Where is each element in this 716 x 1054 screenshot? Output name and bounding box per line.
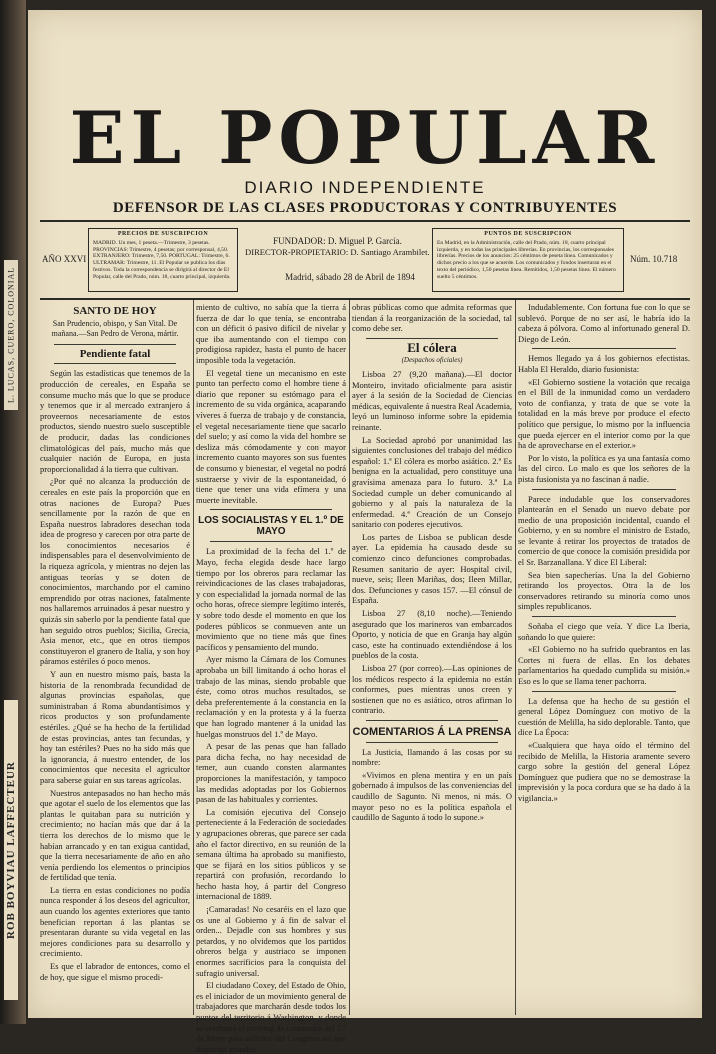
spine-label-top: L. LUCAS, CUERO, COLONIAL	[4, 260, 18, 410]
editorial-staff	[245, 236, 430, 258]
paragraph: La comisión ejecutiva del Consejo perteneciente á la Federación de sociedades y agrupaciones obreras, que parece ser cada año el factor directivo, en su reunión de la semana última ha aprobado su manifiesto, que se fijará en los sitios públicos y se repartirá con profusión, recordando lo hecho hasta hoy, á partir del Congreso internacional de 1889.	[196, 806, 346, 902]
year-label: AÑO XXVI	[42, 254, 87, 264]
paragraph: El ciudadano Coxey, del Estado de Ohio, es el iniciador de un movimiento general de trabajadores que marcharán desde todos los puntos del territorio á Washington, y donde se celebrará el meeting de camaradas del 1.º de Mayo para solicitar del Congreso así que disponga grandes	[196, 980, 346, 1054]
column-3	[352, 302, 512, 1012]
subscription-points-box	[432, 228, 624, 292]
founder-line: FUNDADOR: D. Miguel P. García.	[273, 236, 402, 246]
article-subtitle: (Despachos oficiales)	[401, 356, 463, 365]
paragraph: Parece indudable que los conservadores plantearán en el Senado un nuevo debate por medio de una proposición incidental, cuando el Gobierno, y en su nombre el ministro de Estado, se levante á retirar los proyectos de tratados de comercio de que conoce la comisión presidida por el Sr. Barzanallana. Y dice El Liberal:	[518, 493, 690, 568]
masthead-tagline: DEFENSOR DE LAS CLASES PRODUCTORAS Y CONTRIBUYENTES	[112, 200, 618, 216]
subscription-prices-box	[88, 228, 238, 292]
paragraph: El vegetal tiene un mecanismo en este punto tan perfecto como el hombre tiene á diario que reponer su estómago para el incremento de su vida orgánica, acaparando víveres á fuerza de trabajo y de constancia, el vegetal necesariamente tiene que sacarlo del suelo; y así como la vida del hombre se desliza más cómodamente y con mayor incremento cuanto mayores son sus fuentes de consumo y bienestar, el vegetal no podrá sustraerse y vivir de la espontaneidad, ó tiene que tener una vida efímera y una muerte inevitable.	[196, 367, 346, 505]
paragraph: miento de cultivo, no sabía que la tierra á fuerza de dar lo que tenía, se encontraba con un déficit ó pasivo difícil de nivelar y que iba aumentando con el tiempo con prodigiosa rapidez, hasta el punto de hacer imposible toda la vegetación.	[196, 302, 346, 365]
paragraph: Hemos llegado ya á los gobiernos efectistas. Habla El Heraldo, diario fusionista:	[518, 353, 690, 374]
paragraph: A pesar de las penas que han fallado para dicha fecha, no hay necesidad de temer, aun cuando consten alarmantes proporciones la manifestación, y tampoco las medidas adoptadas por los Gobiernos pasan de las habituales y corrientes.	[196, 741, 346, 805]
subscription-points-title: PUNTOS DE SUSCRIPCION	[484, 231, 572, 237]
director-line: DIRECTOR-PROPIETARIO: D. Santiago Arambilet.	[245, 247, 430, 257]
divider	[210, 509, 332, 510]
article-title-socialistas: LOS SOCIALISTAS Y EL 1.º DE MAYO	[198, 515, 344, 537]
paragraph: La Sociedad aprobó por unanimidad las siguientes conclusiones del trabajo del médico español: 1.ª El cólera es morbo asiático. 2.ª Es benigna en la actualidad, pero constituye una gravísima amenaza para lo futuro. 3.ª La Sociedad cumple un deber comunicando al gobierno y al país la naturaleza de la enfermedad. 4.ª Creación de un Consejo sanitario con poderes ejecutivos.	[352, 434, 512, 530]
paragraph: «El Gobierno no ha sufrido quebrantos en las Cortes ni fuera de ellas. En los debates parlamentarios ha quedado cumplida su misión.» Eso es lo que se llama tener pachorra.	[518, 644, 690, 686]
subscription-prices-title: PRECIOS DE SUSCRIPCION	[117, 231, 209, 237]
column-4	[518, 302, 690, 1012]
subscription-points-text: En Madrid, en la Administración, calle del Prado, núm. 18, cuarto principal izquierda, y en todas las principales librerías. En provincias, los corresponsales librerías. Precios de los anuncios: 25 céntimos de peseta línea. Comunicados y dichos precio a los que se acuerde. Los comunicados y fondos insertaran en el texto del periódico, 1,50 pesetas línea. Remitidos, 1,50 pesetas línea. El número suelto 5 céntimos.	[437, 239, 616, 280]
paragraph: Lisboa 27 (8,10 noche).—Teniendo asegurado que los marineros van embarcados Oporto, y noticia de que en Granja hay algún caso, este ha continuado extendiéndose á los pueblos de la costa.	[352, 608, 512, 661]
paragraph: obras públicas como que admita reformas que tiendan á la reorganización de la sociedad, tal como debe ser.	[352, 302, 512, 334]
paragraph: Es que el labrador de entonces, como el de hoy, que sigue el mismo procedi-	[40, 961, 190, 982]
newspaper-page	[28, 10, 702, 1054]
header-rule-top	[40, 220, 690, 222]
article-title-colera: El cólera	[407, 339, 457, 355]
divider	[54, 344, 176, 345]
paragraph: La defensa que ha hecho de su gestión el general López Domínguez con motivo de la cuestión de Melilla, ha sido deplorable. Tanto, que dice La Época:	[518, 695, 690, 738]
paragraph: Ayer mismo la Cámara de los Comunes aprobaba un bill limitando á ocho horas el trabajo de las minas, siendo probable que éste, como otros muchos resultados, se deba preferentemente á la constancia en la reclamación y en la protesta y á la fuerza que han logrado mantener á la unidad las huelgas monstruos del 1.º de Mayo.	[196, 654, 346, 739]
header-bar	[40, 224, 690, 296]
column-separator	[349, 300, 350, 1015]
column-1	[40, 302, 190, 1012]
paragraph: «El Gobierno sostiene la votación que recaiga en el Bill de la inmunidad como un verdadero voto de confianza, y trata de que se vote la totalidad en la más breve por produce el efecto político que persigue, lo mismo por la influencia que pueda ejercer en el interior como por la que ha de aprovecharse en el exterior.»	[518, 376, 690, 451]
paragraph: La tierra en estas condiciones no podía nunca responder á los deseos del agricultor, aun cuando los agentes exteriores que tanto benefician reportan á las plantas se presentaran durante su vida vegetal en las mejores condiciones para su desarrollo y crecimiento.	[40, 884, 190, 959]
column-2	[196, 302, 346, 1054]
divider	[366, 742, 498, 743]
paragraph: La Justicia, llamando á las cosas por su nombre:	[352, 746, 512, 768]
divider	[532, 489, 676, 490]
spine-label-bottom: ROB BOYVIAU LAFFECTEUR	[4, 700, 18, 1000]
paragraph: Según las estadísticas que tenemos de la producción de cereales, en España se consume mucho más que lo que se produce y tenemos que ir al mercado extranjero á proveernos necesariamente de estos productos, siendo nuestro suelo susceptible de producir, dadas las condiciones climatológicas del país, mucho más que cualquier nación de Europa, en justa proporcionalidad á la tierra que cultivan.	[40, 368, 190, 474]
paragraph: Lisboa 27 (por correo).—Las opiniones de los médicos respecto á la epidemia no están conformes, pues mientras unos creen y sostienen que no es asiático, otros afirman lo contrario.	[352, 663, 512, 716]
paragraph: «Vivimos en plena mentira y en un país gobernado á impulsos de las conveniencias del caudillo de Sagunto. Ni menos, ni más. O mayor peso no es la política española el caudillo de Sagunto á todo lo supone.»	[352, 769, 512, 823]
divider	[532, 616, 676, 617]
divider	[532, 691, 676, 692]
paragraph: Soñaba el ciego que veía. Y dice La Iberia, soñando lo que quiere:	[518, 621, 690, 642]
paragraph: Por lo visto, la política es ya una fantasía como las del circo. Lo malo es que los señores de la pista fusionista ya no fascinan á nadie.	[518, 452, 690, 484]
divider	[366, 720, 498, 721]
subscription-prices-text: MADRID. Un mes, 1 peseta.—Trimestre, 3 pesetas. PROVINCIAS: Trimestre, 4 pesetas; por corresponsal, 4,50. EXTRANJERO: Trimestre, 7,50. PORTUGAL: Trimestre, 6. ULTRAMAR: Trimestre, 11. El Popular se publica los días festivos. Toda la correspondencia se dirigirá al director de El Popular, calle del Prado, núm. 18, cuarto principal, izquierda.	[93, 239, 231, 280]
paragraph: Indudablemente. Con fortuna fue con lo que se sublevó. Porque de no ser así, le habría ido la cabeza á pólvora. Como al infortunado general D. Diego de León.	[518, 302, 690, 344]
masthead-title: EL POPULAR	[69, 95, 661, 180]
paragraph: Nuestros antepasados no han hecho más que agotar el suelo de los elementos que las plantas le quitaban para su nutrición y crecimiento; no hacían más que dar á la tierra los derechos de lo mismo que le habían arrancado y en tan exigua cantidad, que la tierra necesariamente de año en año venía perdiendo los elementos o principios de fertilidad que tenía.	[40, 787, 190, 883]
binding-spine	[0, 0, 26, 1024]
article-title-comentarios: COMENTARIOS Á LA PRENSA	[352, 725, 512, 738]
paragraph: Sea bien sapecherías. Una la del Gobierno retirando los proyectos. Otra la de los conservadores retirando su minoría como unos simples republicanos.	[518, 569, 690, 612]
paragraph: ¡Camaradas! No cesaréis en el lazo que os une al Gobierno y á fin de salvar el orden... Dejadle con sus hombres y sus petardos, y no olvidemos que los partidos obreros belga y austriaco se imponen enormes sacrificios para la conquista del sufragio universal.	[196, 904, 346, 978]
paragraph: ¿Por qué no alcanza la producción de cereales en este país la proporción que en otras naciones de Europa? Pues sencillamente por la razón de que en España nuestros labradores desechan toda idea de progreso y carecen por otra parte de los conocimientos necesarios é indispensables para el desenvolvimiento de la riqueza agrícola, y mientras no dejen las antiguas teorías y se doten de conocimientos, marchando por el camino emprendido por otras naciones, fatalmente nos hallaremos arruinados á pesar nuestro y quizás sin saberlo por la pendiente fatal que han seguido otros pueblos; Sicilia, Grecia, Asia menor, etc., que en otros tiempos constituyeron el granero de Italia, y son hoy páramos estériles ó poco menos.	[40, 476, 190, 667]
divider	[366, 338, 498, 339]
divider	[532, 348, 676, 349]
divider	[54, 363, 176, 364]
saint-of-day-text: San Prudencio, obispo, y San Vital. De mañana.—San Pedro de Verona, mártir.	[51, 318, 179, 339]
paragraph: Lisboa 27 (9,20 mañana).—El doctor Monteiro, invitado oficialmente para asistir ayer á la sesión de la Sociedad de Ciencias médicas, equivalente á nuestra Real Academia, leyó un luminoso informe sobre la epidemia reinante.	[352, 368, 512, 432]
masthead-subtitle: DIARIO INDEPENDIENTE	[244, 178, 486, 197]
header-rule-bottom	[40, 298, 690, 300]
saint-of-day-title: SANTO DE HOY	[73, 305, 157, 317]
issue-number: Núm. 10.718	[630, 254, 678, 264]
article-title-pendiente: Pendiente fatal	[79, 347, 151, 360]
column-separator	[515, 300, 516, 1015]
paragraph: La proximidad de la fecha del 1.º de Mayo, fecha elegida desde hace largo tiempo por los obreros para reclamar las reivindicaciones de las clases trabajadoras, y con especialidad la jornada normal de las ocho horas, ofrece siempre legítimo interés, y sobre todo desde el momento en que los poderes públicos se conmueven ante un movimiento que no tiene más que fines pacíficos y pensamiento del mundo.	[196, 546, 346, 652]
divider	[210, 541, 332, 542]
paragraph: «Cualquiera que haya oído el término del recibido de Melilla, la Historia aramente severo cargo sobre la gestión del general López Domínguez que pudiera que no se demostrase la imprevisión y la poca cordura que se ha dado á la vigilancia.»	[518, 739, 690, 803]
paragraph: Los partes de Lisboa se publican desde ayer. La epidemia ha causado desde su comienzo cinco defunciones comprobadas. Resumen sanitario de ayer: Hospital civil, nueve, seis; Ileen Mariñas, dos; Ileen Millar, dos. Defunciones y casos 157. —El cónsul de España.	[352, 531, 512, 606]
column-separator	[193, 300, 194, 1015]
issue-date: Madrid, sábado 28 de Abril de 1894	[285, 272, 415, 282]
paragraph: Y aun en nuestro mismo país, basta la historia de la renombrada fecundidad de algunas provincias españolas, que suministraban á Roma abundantísimos y ricos productos y son profundamente estériles. ¿Qué se ha hecho de la fertilidad de estas provincias, antes tan fecundas, y hoy tan estériles? Pues no ha sido más que la ignorancia, á nuestro entender, de los conocimientos que necesita el agricultor para saberse guiar en sus tareas agrícolas.	[40, 669, 190, 785]
